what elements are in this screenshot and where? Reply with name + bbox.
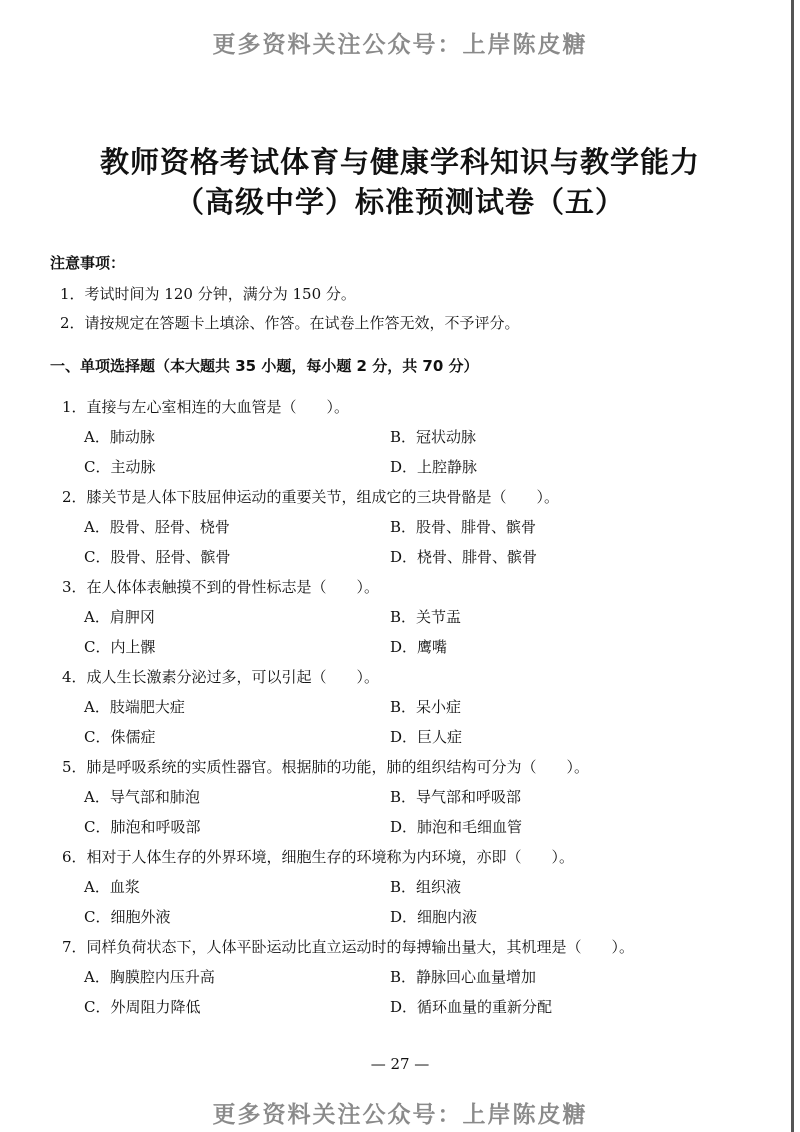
option-c: C．侏儒症 [84, 728, 156, 746]
option-d: D．循环血量的重新分配 [390, 998, 553, 1016]
option-row [62, 784, 762, 814]
option-a: A．肢端肥大症 [84, 698, 185, 716]
option-b: B．呆小症 [390, 698, 462, 716]
option-a: A．肺动脉 [84, 428, 155, 446]
option-b: B．组织液 [390, 878, 462, 896]
option-row [62, 874, 762, 904]
option-row [62, 454, 762, 484]
option-row [62, 634, 762, 664]
question-stem: 7．同样负荷状态下，人体平卧运动比直立运动时的每搏输出量大，其机理是（ ）。 [62, 938, 635, 956]
note-item: 2．请按规定在答题卡上填涂、作答。在试卷上作答无效，不予评分。 [60, 314, 520, 332]
option-a: A．胸膜腔内压升高 [84, 968, 215, 986]
note-item: 1．考试时间为 120 分钟，满分为 150 分。 [60, 285, 356, 303]
option-row [62, 904, 762, 934]
question-stem: 6．相对于人体生存的外界环境，细胞生存的环境称为内环境，亦即（ ）。 [62, 848, 575, 866]
option-row [62, 814, 762, 844]
option-row [62, 424, 762, 454]
option-a: A．导气部和肺泡 [84, 788, 200, 806]
option-d: D．巨人症 [390, 728, 463, 746]
option-c: C．外周阻力降低 [84, 998, 201, 1016]
question-stem: 1．直接与左心室相连的大血管是（ ）。 [62, 398, 350, 416]
option-a: A．股骨、胫骨、桡骨 [84, 518, 230, 536]
option-b: B．股骨、腓骨、髌骨 [390, 518, 537, 536]
option-b: B．冠状动脉 [390, 428, 477, 446]
option-b: B．关节盂 [390, 608, 462, 626]
option-row [62, 994, 762, 1024]
option-b: B．导气部和呼吸部 [390, 788, 522, 806]
question-stem: 3．在人体体表触摸不到的骨性标志是（ ）。 [62, 578, 380, 596]
option-d: D．鹰嘴 [390, 638, 448, 656]
option-row [62, 604, 762, 634]
option-row [62, 964, 762, 994]
option-d: D．上腔静脉 [390, 458, 478, 476]
option-d: D．肺泡和毛细血管 [390, 818, 523, 836]
question-list [62, 394, 762, 1024]
question-stem: 2．膝关节是人体下肢屈伸运动的重要关节，组成它的三块骨骼是（ ）。 [62, 488, 560, 506]
notes-heading: 注意事项： [50, 254, 126, 272]
option-row [62, 514, 762, 544]
option-row [62, 694, 762, 724]
page-number: — 27 — [370, 1055, 430, 1073]
question-stem: 5．肺是呼吸系统的实质性器官。根据肺的功能，肺的组织结构可分为（ ）。 [62, 758, 590, 776]
option-c: C．股骨、胫骨、髌骨 [84, 548, 231, 566]
question-stem: 4．成人生长激素分泌过多，可以引起（ ）。 [62, 668, 380, 686]
title-line-1: 教师资格考试体育与健康学科知识与教学能力 [99, 145, 700, 179]
title-line-2: （高级中学）标准预测试卷（五） [174, 185, 625, 219]
section-heading: 一、单项选择题（本大题共 35 小题，每小题 2 分，共 70 分） [50, 357, 479, 375]
watermark-top: 更多资料关注公众号：上岸陈皮糖 [212, 32, 588, 58]
option-row [62, 724, 762, 754]
option-c: C．细胞外液 [84, 908, 171, 926]
option-c: C．内上髁 [84, 638, 156, 656]
option-a: A．血浆 [84, 878, 140, 896]
option-a: A．肩胛冈 [84, 608, 155, 626]
option-d: D．细胞内液 [390, 908, 478, 926]
option-d: D．桡骨、腓骨、髌骨 [390, 548, 538, 566]
watermark-bottom: 更多资料关注公众号：上岸陈皮糖 [212, 1102, 588, 1128]
option-b: B．静脉回心血量增加 [390, 968, 537, 986]
option-c: C．主动脉 [84, 458, 156, 476]
option-row [62, 544, 762, 574]
option-c: C．肺泡和呼吸部 [84, 818, 201, 836]
